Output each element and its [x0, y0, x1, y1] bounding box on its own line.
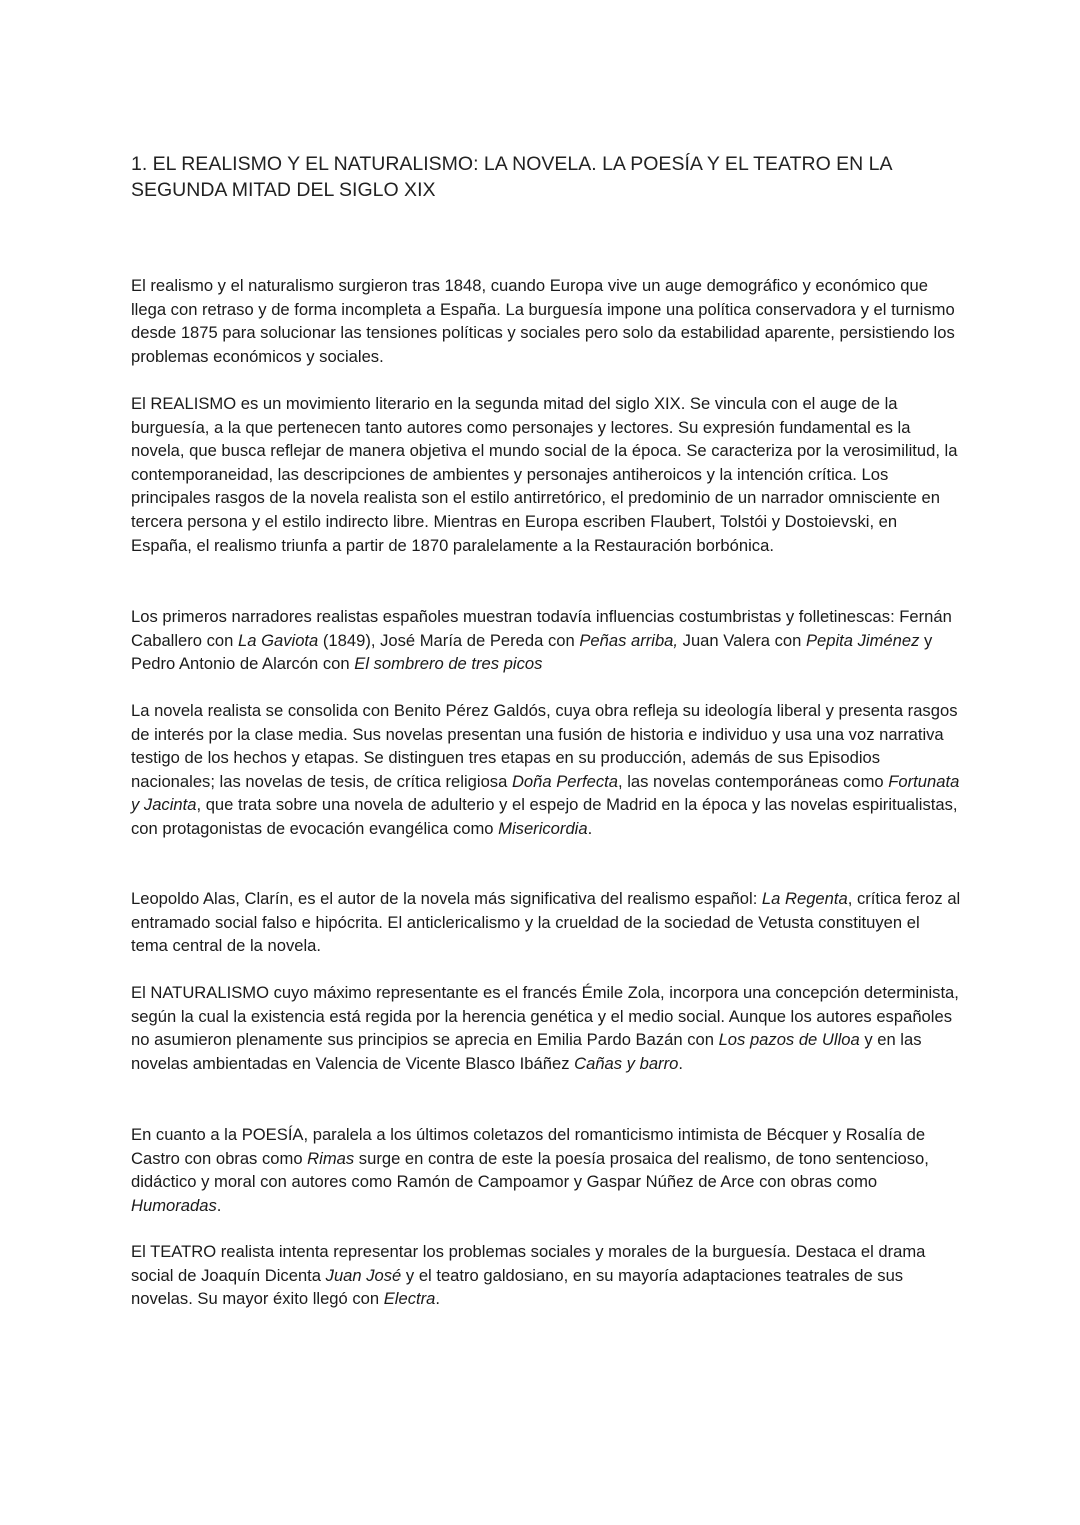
text-run: En cuanto a la POESÍA, paralela a los últimos coletazos del romanticismo intimista de Bécquer y Rosalía de Castro con obras como [131, 1125, 926, 1168]
text-run: y el teatro galdosiano, en su mayoría adaptaciones teatrales de sus novelas. Su mayor éxito llegó con [131, 1265, 904, 1309]
text-run: . [216, 1195, 222, 1215]
work-title: La Regenta [761, 889, 848, 908]
work-title: Los pazos de Ulloa [718, 1030, 860, 1050]
title-line-1: 1. EL REALISMO Y EL NATURALISMO: LA NOVELA. LA POESÍA Y EL TEATRO EN LA [131, 153, 893, 175]
paragraph-poesia [131, 1123, 961, 1217]
work-title: Peñas arriba, [579, 630, 679, 650]
text-run: El REALISMO es un movimiento literario en la segunda mitad del siglo XIX. Se vincula con el auge de la burguesía, a la que pertenecen tanto autores como personajes y lectores. Su expresión fundamental es la novela, que busca reflejar de manera objetiva el mundo social de la época. Se caracteriza por la verosimilitud, la contemporaneidad, las descripciones de ambientes y personajes antiheroicos y la intención crítica. Los principales rasgos de la novela realista son el estilo antirretórico, el predominio de un narrador omnisciente en tercera persona y el estilo indirecto libre. Mientras en Europa escriben Flaubert, Tolstói y Dostoievski, en España, el realismo triunfa a partir de 1870 paralelamente a la Restauración borbónica. [131, 394, 958, 555]
work-title: Humoradas [131, 1195, 217, 1215]
text-run: surge en contra de este la poesía prosaica del realismo, de tono sentencioso, didáctico y moral con autores como Ramón de Campoamor y Gaspar Núñez de Arce con obras como [131, 1148, 929, 1192]
work-title: Juan José [325, 1265, 402, 1285]
paragraph-clarin [131, 887, 961, 958]
work-title: Rimas [307, 1148, 355, 1168]
paragraph-context [131, 274, 961, 368]
work-title: El sombrero de tres picos [354, 654, 543, 674]
title-line-2: SEGUNDA MITAD DEL SIGLO XIX [131, 179, 436, 201]
text-run: Leopoldo Alas, Clarín, es el autor de la novela más significativa del realismo español: [131, 889, 762, 908]
text-run: Juan Valera con [678, 630, 806, 650]
document-title [131, 151, 961, 203]
text-run: . [587, 818, 593, 838]
paragraph-realismo [131, 392, 961, 557]
text-run: , crítica feroz al entramado social falso e hipócrita. El anticlericalismo y la crueldad de la sociedad de Vetusta constituyen el tema central de la novela. [131, 889, 961, 956]
text-run: El NATURALISMO cuyo máximo representante es el francés Émile Zola, incorpora una concepción determinista, según la cual la existencia está regida por la herencia genética y el medio social. Aunque los autores españoles no asumieron plenamente sus principios se aprecia en Emilia Pardo Bazán con [131, 983, 959, 1050]
text-run: y en las novelas ambientadas en Valencia de Vicente Blasco Ibáñez [131, 1030, 922, 1073]
text-run: . [435, 1289, 441, 1309]
text-run: La novela realista se consolida con Benito Pérez Galdós, cuya obra refleja su ideología liberal y presenta rasgos de interés por la clase media. Sus novelas presentan una fusión de historia e individuo y usa una voz narrativa testigo de los hechos y etapas. Se distinguen tres etapas en su producción, además de sus Episodios nacionales; las novelas de tesis, de crítica religiosa [131, 701, 958, 791]
text-run: Los primeros narradores realistas españoles muestran todavía influencias costumbristas y folletinescas: Fernán Caballero con [131, 607, 952, 650]
text-run: . [678, 1053, 683, 1073]
work-title: Doña Perfecta [511, 771, 619, 791]
text-run: y Pedro Antonio de Alarcón con [131, 630, 933, 674]
work-title: Electra [383, 1289, 436, 1309]
work-title: Misericordia [498, 818, 588, 838]
paragraph-galdos [131, 699, 961, 841]
work-title: Pepita Jiménez [805, 630, 920, 650]
paragraph-teatro [131, 1240, 961, 1311]
text-run: , las novelas contemporáneas como [618, 771, 889, 791]
text-run: , que trata sobre una novela de adulterio y el espejo de Madrid en la época y las novelas espiritualistas, con protagonistas de evocación evangélica como [131, 795, 958, 838]
work-title: Fortunata y Jacinta [131, 771, 960, 815]
work-title: La Gaviota [238, 630, 319, 650]
text-run: El realismo y el naturalismo surgieron tras 1848, cuando Europa vive un auge demográfico y económico que llega con retraso y de forma incompleta a España. La burguesía impone una política conservadora y el turnismo desde 1875 para solucionar las tensiones políticas y sociales pero solo da estabilidad aparente, persistiendo los problemas económicos y sociales. [131, 276, 955, 366]
paragraph-naturalismo [131, 981, 961, 1075]
text-run: (1849), José María de Pereda con [318, 630, 580, 650]
work-title: Cañas y barro [574, 1053, 679, 1073]
paragraph-primeros-narradores [131, 605, 961, 676]
text-run: El TEATRO realista intenta representar los problemas sociales y morales de la burguesía. Destaca el drama social de Joaquín Dicenta [131, 1242, 926, 1285]
